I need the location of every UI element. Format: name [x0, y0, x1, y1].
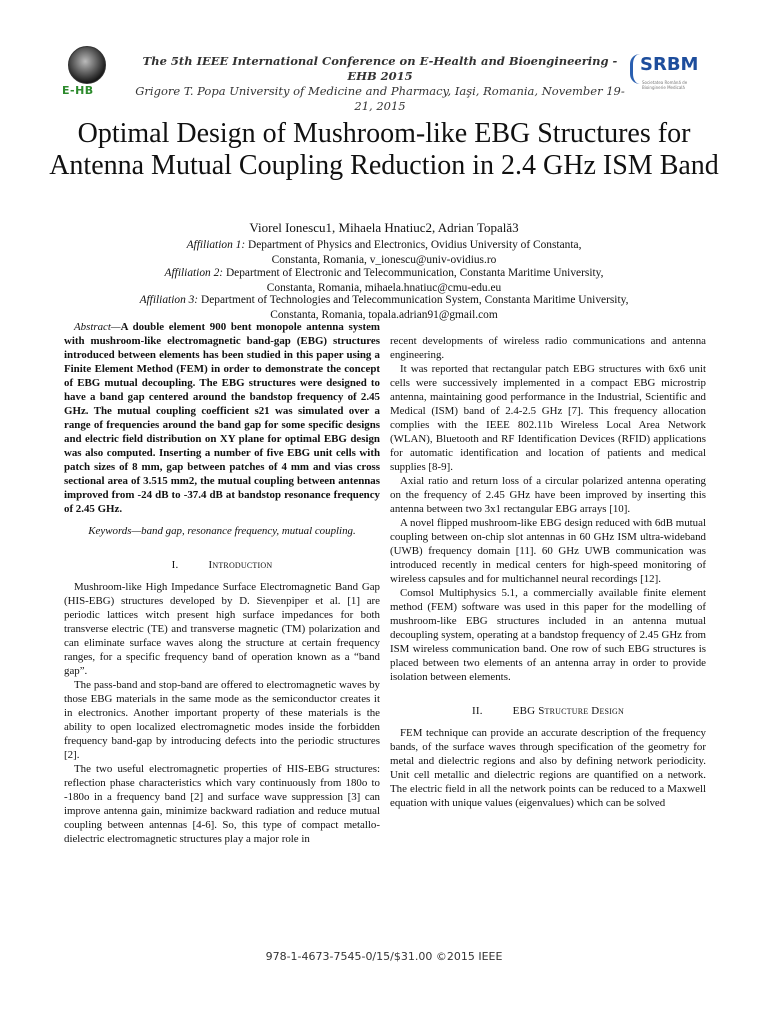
section-number: II.: [471, 705, 483, 717]
ehb-logo: [62, 46, 118, 102]
affiliation-label: Affiliation 3:: [139, 294, 199, 306]
affiliation-label: Affiliation 1:: [186, 239, 246, 251]
section-number: I.: [171, 559, 179, 571]
right-column: [390, 334, 706, 810]
affiliation-text: Department of Technologies and Telecommunication System, Constanta Maritime University,: [200, 294, 629, 306]
paper-title: Optimal Design of Mushroom-like EBG Structures for Antenna Mutual Coupling Reduction in 2.4 GHz ISM Band: [49, 118, 719, 181]
affiliation-3: [40, 293, 728, 322]
paragraph: A novel flipped mushroom-like EBG design reduced with 6dB mutual coupling between on-chip slot antennas in 60 GHz ISM ultra-wideband (UWB) frequency domain [11]. 60 GHz UWB communication was introduced recently in medical centers for high-speed monitoring of wireless capsules and for multichannel neural recordings [12].: [390, 517, 706, 585]
srbm-logo: [628, 50, 708, 98]
paragraph: FEM technique can provide an accurate description of the frequency bands, of the surface waves through specification of the geometry for metal and dielectric regions and also by defining network periodicity. Unit cell metallic and dielectric regions are quantified on a network. The electric field in all the network points can be reduced to a Maxwell equation with unique values (eigenvalues) which can be solved: [390, 727, 706, 809]
affiliation-contact: Constanta, Romania, v_ionescu@univ-ovidius.ro: [271, 253, 497, 266]
section-heading-ebg-design: [390, 704, 706, 718]
paragraph: The pass-band and stop-band are offered to electromagnetic waves by those EBG materials in the same mode as the semiconductor creates it in electronics. Another important property of these materials is the ability to open localized electromagnetic modes inside the forbidden frequency band-gap by introducing defects into the periodic structures [2].: [64, 679, 380, 761]
affiliation-text: Department of Electronic and Telecommunication, Constanta Maritime University,: [225, 267, 604, 279]
affiliation-contact: Constanta, Romania, mihaela.hnatiuc@cmu-edu.eu: [266, 281, 502, 294]
abstract: [64, 320, 380, 516]
conference-info: [130, 54, 630, 114]
conference-location: Grigore T. Popa University of Medicine and Pharmacy, Iaşi, Romania, November 19-21, 2015: [135, 84, 625, 113]
section-title: EBG Structure Design: [512, 705, 625, 717]
paragraph: Comsol Multiphysics 5.1, a commercially available finite element method (FEM) software was used in this paper for the modelling of mushroom-like EBG structures included in an antenna mutual decoupling system, operating at a bandstop frequency of 2.45 GHz from ISM wireless communication band. One row of such EBG structures is placed between two elements of an antenna array in order to provide isolation between elements.: [390, 587, 706, 683]
section-heading-introduction: [64, 558, 380, 572]
affiliation-2: [40, 266, 728, 295]
conference-header: [0, 40, 768, 113]
paragraph: It was reported that rectangular patch EBG structures with 6x6 unit cells were successively implemented in a compact EBG microstrip antenna, maintaining good performance in the Industrial, Scientific and Medical (ISM) band of 2.4-2.5 GHz [7]. This frequency allocation complies with the IEEE 802.11b Wireless Local Area Network (WLAN), Bluetooth and RF Identification Devices (RFID) applications for automatic identification and location of patients and medical supplies [8-9].: [390, 363, 706, 473]
section-title: Introduction: [208, 559, 273, 571]
paragraph: recent developments of wireless radio communications and antenna engineering.: [390, 335, 706, 361]
paragraph: Axial ratio and return loss of a circular polarized antenna operating on the frequency of 2.45 GHz have been improved by inserting this antenna between two 3x1 rectangular EBG arrays [10].: [390, 475, 706, 515]
affiliation-label: Affiliation 2:: [164, 267, 224, 279]
affiliation-contact: Constanta, Romania, topala.adrian91@gmail.com: [270, 308, 498, 321]
srbm-logo-label: SRBM: [640, 54, 699, 75]
affiliation-1: [40, 238, 728, 267]
srbm-logo-sub: Societatea Română de Bioinginerie Medicală: [642, 80, 688, 90]
keywords: Keywords—band gap, resonance frequency, mutual coupling.: [88, 525, 356, 537]
brain-scan-icon: [68, 46, 106, 84]
abstract-text: A double element 900 bent monopole antenna system with mushroom-like electromagnetic band-gap (EBG) structures introduced between elements has been studied in this paper using a Finite Element Method (FEM) in order to demonstrate the concept of EBG mutual decoupling. The EBG structures were designed to have a band gap centered around the bandstop frequency of 2.45 GHz. The mutual coupling coefficient s21 was simulated over a range of frequencies around the band gap for some specific designs and electric field distribution on XY plane for optimal EBG design was also computed. Inserting a number of five EBG unit cells with patch sizes of 8 mm, gap between patches of 4 mm and vias cross sectional area of 3.515 mm2, the mutual coupling between antennas improved from -24 dB to -37.4 dB at bandstop resonance frequency of 2.45 GHz.: [64, 321, 380, 515]
paragraph: Mushroom-like High Impedance Surface Electromagnetic Band Gap (HIS-EBG) structures developed by D. Sievenpiper et al. [1] are periodic lattices witch present high surface impedances for both transverse electric (TE) and transverse magnetic (TM) polarization and can eliminate surface waves along the structure at certain frequency ranges, for a specific frequency band of operation known as a “band gap”.: [64, 581, 380, 677]
left-column: [64, 320, 380, 846]
author-list: Viorel Ionescu1, Mihaela Hnatiuc2, Adrian Topală3: [249, 220, 519, 235]
ehb-logo-label: E-HB: [62, 84, 94, 97]
abstract-label: Abstract—: [74, 321, 121, 333]
copyright-footer: 978-1-4673-7545-0/15/$31.00 ©2015 IEEE: [265, 950, 503, 963]
paragraph: The two useful electromagnetic properties of HIS-EBG structures: reflection phase characteristics which vary continuously from 180o to -180o in a frequency band [2] and surface wave suppression [3] can improve antenna gain, minimize backward radiation and reduce mutual coupling between antennas [4-6]. So, this type of compact metallo-dielectric electromagnetic structures play a major role in: [64, 763, 380, 845]
conference-title: The 5th IEEE International Conference on E-Health and Bioengineering - EHB 2015: [142, 54, 618, 83]
affiliation-text: Department of Physics and Electronics, Ovidius University of Constanta,: [247, 239, 582, 251]
